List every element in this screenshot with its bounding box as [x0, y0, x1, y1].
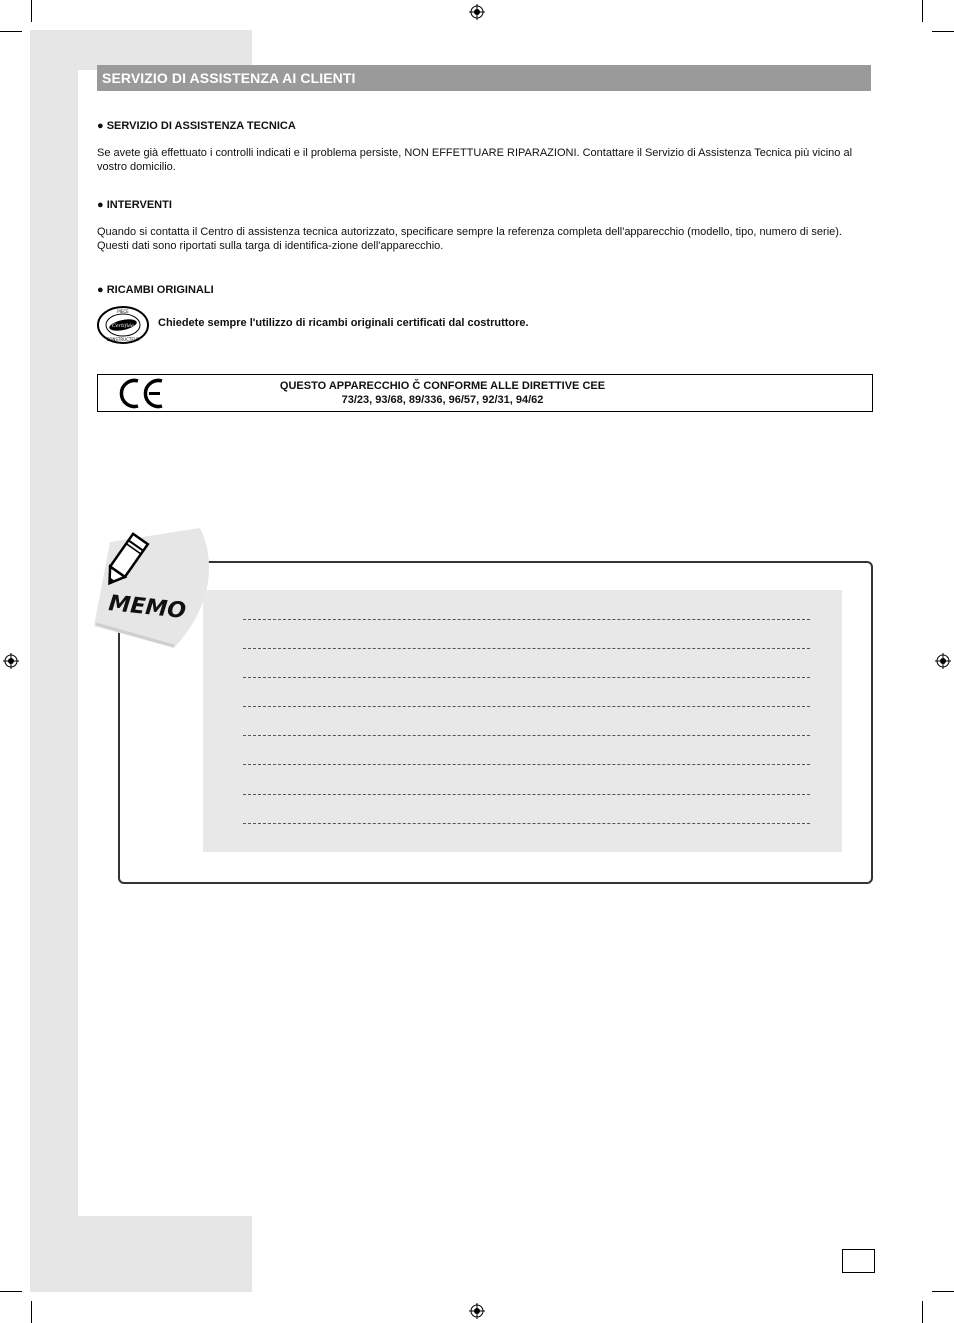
memo-line [243, 677, 810, 678]
section-text-ricambi: Chiedete sempre l'utilizzo di ricambi originali certificati dal costruttore. [158, 317, 529, 329]
memo-line [243, 823, 810, 824]
memo-line [243, 735, 810, 736]
registration-mark-icon [469, 1303, 485, 1319]
registration-mark-icon [469, 4, 485, 20]
memo-line [243, 764, 810, 765]
memo-label: MEMO [107, 591, 188, 625]
section-text-interventi: Quando si contatta il Centro di assistenza tecnica autorizzato, specificare sempre la referenza completa dell'apparecchio (modello, tipo, numero di serie). Questi dati sono riportati sulla targa di identifica-zione dell'apparecchio. [97, 226, 842, 252]
section-title-ricambi: ● RICAMBI ORIGINALI [97, 284, 214, 296]
conformity-line-1: QUESTO APPARECCHIO Č CONFORME ALLE DIRETTIVE CEE [279, 380, 606, 392]
page-title: SERVIZIO DI ASSISTENZA AI CLIENTI [97, 65, 871, 91]
memo-line [243, 648, 810, 649]
section-title-assistenza: ● SERVIZIO DI ASSISTENZA TECNICA [97, 120, 296, 132]
memo-line [243, 619, 810, 620]
sidebar-band [30, 30, 78, 1292]
page-number-box [842, 1249, 875, 1273]
registration-mark-icon [935, 653, 951, 669]
sidebar-band-bottom [30, 1216, 252, 1292]
ce-mark-icon [118, 377, 166, 410]
certified-parts-seal-icon [96, 305, 150, 345]
registration-mark-icon [3, 653, 19, 669]
section-text-assistenza: Se avete già effettuato i controlli indicati e il problema persiste, NON EFFETTUARE RIPARAZIONI. Contattare il Servizio di Assistenza Tecnica più vicino al vostro domicilio. [97, 147, 853, 173]
svg-text:PIECE: PIECE [117, 309, 129, 314]
conformity-line-2: 73/23, 93/68, 89/336, 96/57, 92/31, 94/62 [341, 394, 544, 406]
memo-line [243, 706, 810, 707]
svg-text:Certifiée: Certifiée [111, 323, 135, 329]
svg-text:CONSTRUCTEUR: CONSTRUCTEUR [106, 337, 140, 342]
conformity-text [160, 379, 725, 407]
memo-note-icon [88, 522, 213, 650]
memo-writing-area [203, 590, 842, 852]
section-title-interventi: ● INTERVENTI [97, 199, 172, 211]
memo-line [243, 794, 810, 795]
